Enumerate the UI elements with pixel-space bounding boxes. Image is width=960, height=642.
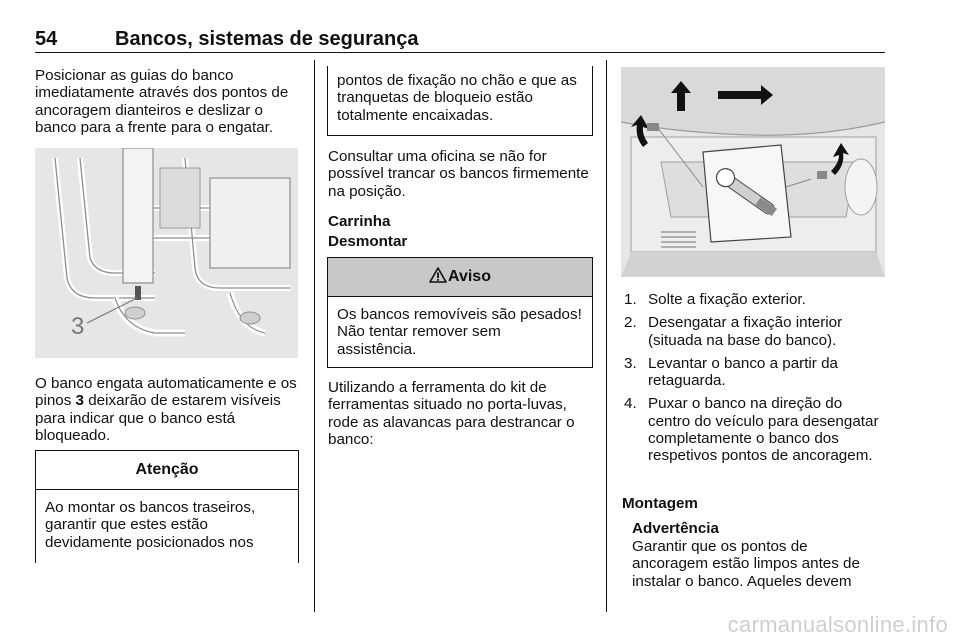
advert-title: Advertência	[632, 520, 719, 537]
step-number: 1.	[624, 291, 637, 308]
column-divider-2	[606, 60, 607, 612]
step-text: Desengatar a fixação interior (situada na base do banco).	[648, 314, 843, 349]
notice-continuation-text: pontos de fixação no chão e que as tranquetas de bloqueio estão totalmente encaixadas.	[337, 72, 577, 124]
step-item	[622, 355, 884, 390]
advert-text: Garantir que os pontos de ancoragem estão limpos antes de instalar o banco. Aqueles devem	[632, 538, 860, 590]
heading-install: Montagem	[622, 495, 698, 512]
step-number: 4.	[624, 395, 637, 413]
seat-release-illustration	[621, 67, 885, 277]
removal-steps-list	[622, 291, 884, 471]
warning-text: Os bancos removíveis são pesados! Não tentar remover sem assistência.	[337, 306, 582, 358]
step-number: 2.	[624, 314, 637, 332]
step-text: Solte a fixação exterior.	[648, 291, 806, 308]
figure-callout-3: 3	[71, 313, 85, 340]
section-title: Bancos, sistemas de segurança	[115, 28, 419, 50]
heading-remove: Desmontar	[328, 233, 408, 250]
col1-paragraph-2	[35, 375, 307, 444]
step-text: Puxar o banco na direção do centro do veículo para desengatar completamente o banco dos respetivos pontos de ancoragem.	[648, 395, 879, 465]
step-item	[622, 291, 884, 308]
seat-release-figure	[621, 67, 885, 277]
col1-paragraph-1: Posicionar as guias do banco imediatamente através dos pontos de ancoragem dianteiros e deslizar o banco para a frente para o engatar.	[35, 67, 289, 136]
step-number: 3.	[624, 354, 637, 372]
heading-van: Carrinha	[328, 213, 391, 230]
step-item	[622, 314, 884, 349]
warning-triangle-icon	[429, 267, 447, 283]
step-text: Levantar o banco a partir da retaguarda.	[648, 354, 838, 390]
step-item	[622, 395, 884, 464]
col1-paragraph-2-part-b: deixarão de estarem visíveis para indicar que o banco está bloqueado.	[35, 392, 281, 444]
col2-paragraph-2: Utilizando a ferramenta do kit de ferramentas situado no porta-luvas, rode as alavancas para destrancar o banco:	[328, 379, 575, 448]
notice-continuation-box	[327, 66, 593, 136]
watermark: carmanualsonline.info	[727, 612, 948, 637]
notice-text: Ao montar os bancos traseiros, garantir que estes estão devidamente posicionados nos	[45, 499, 256, 551]
seat-pins-illustration	[35, 148, 298, 358]
warning-header	[328, 258, 592, 297]
warning-title: Aviso	[448, 268, 491, 285]
pin-reference-bold: 3	[75, 392, 84, 410]
page-number: 54	[35, 28, 58, 50]
col1-paragraph-2-part-a: O banco engata automaticamente e os pinos	[35, 375, 297, 410]
notice-box	[35, 450, 299, 563]
notice-title: Atenção	[36, 451, 298, 490]
page-header	[35, 28, 885, 52]
seat-pins-figure	[35, 148, 298, 358]
header-rule	[35, 52, 885, 53]
col2-paragraph-1: Consultar uma oficina se não for possível trancar os bancos firmemente na posição.	[328, 148, 589, 200]
warning-box	[327, 257, 593, 368]
column-divider-1	[314, 60, 315, 612]
